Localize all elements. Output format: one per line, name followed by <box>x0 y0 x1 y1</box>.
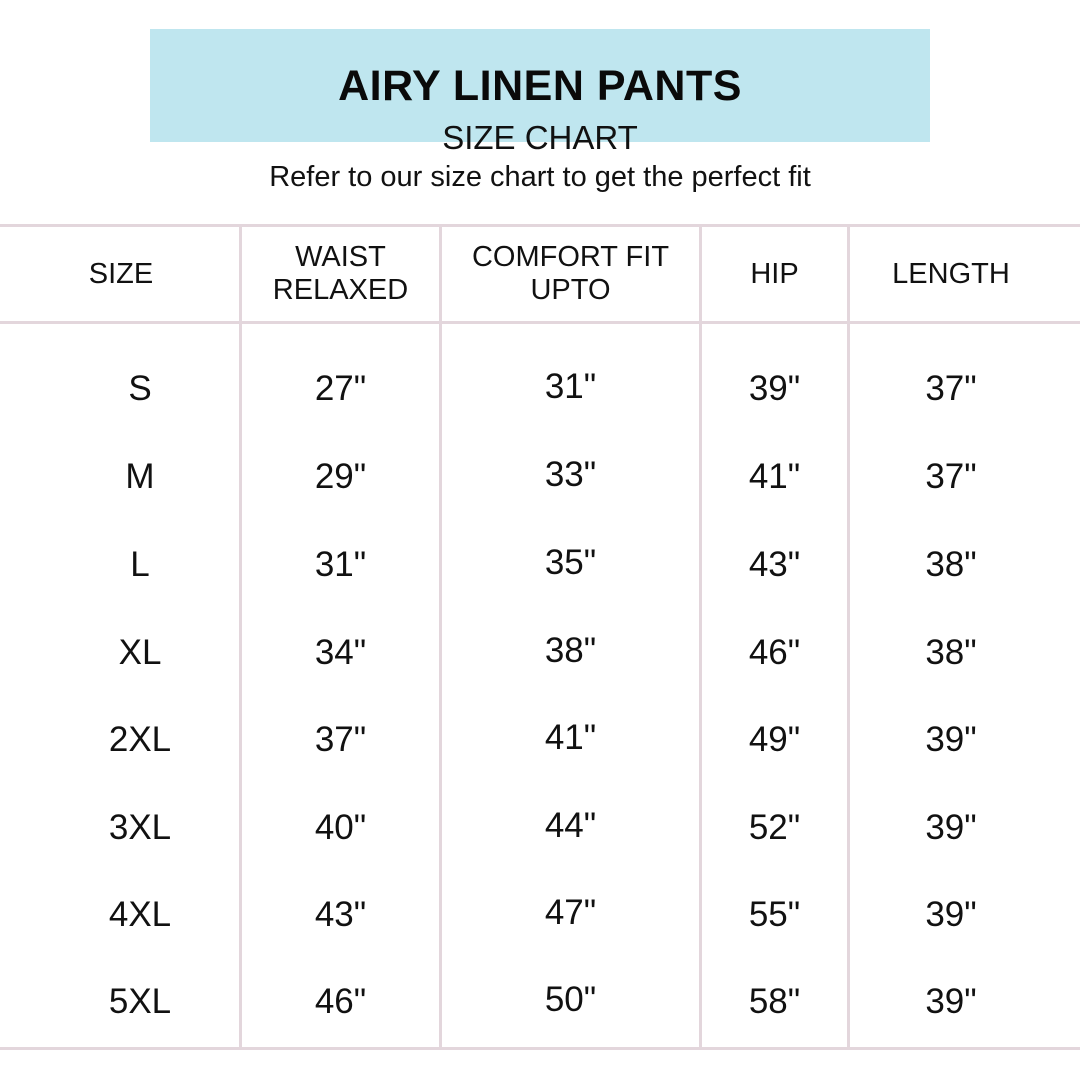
page-subtitle: SIZE CHART <box>442 119 638 156</box>
cell-length: 38" <box>925 544 977 584</box>
header-comfort-fit-line1: COMFORT FIT <box>471 241 670 273</box>
cell-waist: 37" <box>314 719 367 759</box>
cell-size: 5XL <box>108 981 172 1021</box>
header-hip-label: HIP <box>750 257 799 290</box>
cell-waist: 29" <box>314 456 367 496</box>
cell-waist: 27" <box>314 368 367 408</box>
cell-length: 39" <box>925 894 977 934</box>
cell-hip: 41" <box>748 456 801 496</box>
cell-hip: 43" <box>748 544 801 584</box>
cell-hip: 55" <box>748 894 801 934</box>
cell-length: 39" <box>925 807 977 847</box>
cell-hip: 58" <box>748 981 801 1021</box>
cell-comfort-fit: 38" <box>544 630 597 670</box>
cell-size: S <box>128 368 152 408</box>
tagline: Refer to our size chart to get the perfect fit <box>269 161 811 193</box>
header-comfort-fit <box>442 227 699 321</box>
cell-waist: 34" <box>314 632 367 672</box>
cell-comfort-fit: 31" <box>544 366 597 406</box>
header-size <box>0 227 242 321</box>
cell-length: 39" <box>925 719 977 759</box>
cell-waist: 31" <box>314 544 367 584</box>
header-comfort-fit-line2: UPTO <box>530 274 611 306</box>
header-size-label: SIZE <box>88 257 154 290</box>
page-title: AIRY LINEN PANTS <box>338 62 742 110</box>
cell-size: 3XL <box>108 807 172 847</box>
cell-comfort-fit: 47" <box>544 892 597 932</box>
cell-length: 39" <box>925 981 977 1021</box>
cell-waist: 46" <box>314 981 367 1021</box>
cell-length: 37" <box>925 456 977 496</box>
header-waist-line2: RELAXED <box>272 274 409 306</box>
header-length-label: LENGTH <box>892 257 1010 290</box>
cell-hip: 39" <box>748 368 801 408</box>
header-waist-line1: WAIST <box>295 241 386 273</box>
cell-length: 38" <box>925 632 977 672</box>
cell-size: L <box>130 544 150 584</box>
table-bottom-border <box>0 1047 1080 1050</box>
cell-hip: 49" <box>748 719 801 759</box>
cell-comfort-fit: 44" <box>544 805 597 845</box>
cell-size: 4XL <box>108 894 172 934</box>
cell-hip: 52" <box>748 807 801 847</box>
cell-size: 2XL <box>108 719 172 759</box>
cell-length: 37" <box>925 368 977 408</box>
header-hip <box>702 227 847 321</box>
cell-comfort-fit: 33" <box>544 454 597 494</box>
header-bottom-border <box>0 321 1080 324</box>
cell-comfort-fit: 41" <box>544 717 597 757</box>
cell-comfort-fit: 50" <box>544 979 597 1019</box>
cell-size: M <box>125 456 155 496</box>
cell-hip: 46" <box>748 632 801 672</box>
header-length <box>850 227 1052 321</box>
cell-size: XL <box>118 632 162 672</box>
cell-comfort-fit: 35" <box>544 542 597 582</box>
header-waist <box>242 227 439 321</box>
cell-waist: 40" <box>314 807 367 847</box>
title-banner <box>150 29 930 156</box>
cell-waist: 43" <box>314 894 367 934</box>
